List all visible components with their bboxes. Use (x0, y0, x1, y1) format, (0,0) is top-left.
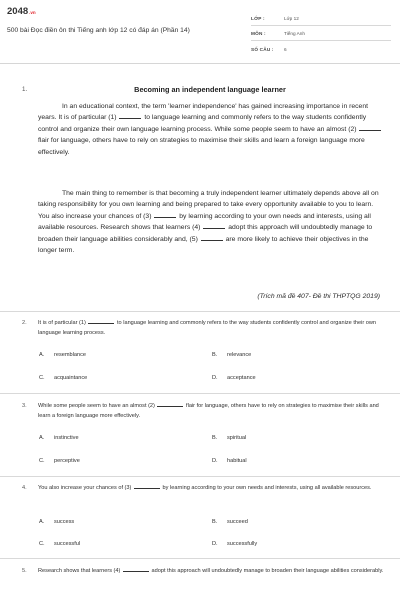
passage-text: to language learning and commonly refers to the way students confidently control and organize their own language learning process. While some people seem to have an almost (2) (38, 114, 367, 133)
option-text: perceptive (54, 458, 80, 464)
passage-text: The main thing to remember is that becoming a truly independent learner ultimately depends above all on taking responsibility for you own learning and being prepared to take every opportunity available to you to learn. You also increase your chances of (3) (38, 190, 379, 220)
question-text (38, 401, 388, 422)
question-number: 4. (22, 485, 27, 491)
option-letter: A. (39, 519, 45, 525)
question-number: 1. (22, 86, 28, 93)
question-text (38, 318, 388, 339)
option-letter: A. (39, 435, 45, 441)
option-a[interactable] (39, 435, 79, 441)
option-text: successful (54, 541, 81, 547)
question-text-part: by learning according to your own needs and interests, using all available resources. (162, 485, 372, 491)
meta-divider (251, 40, 391, 41)
answer-blank (154, 212, 176, 218)
meta-grade-value: Lớp 12 (284, 16, 299, 21)
logo-tld-text: .vn (29, 10, 36, 15)
answer-blank (119, 113, 141, 119)
option-letter: C. (39, 458, 45, 464)
passage-paragraph-2 (38, 188, 386, 256)
option-text: spiritual (227, 435, 247, 441)
option-a[interactable] (39, 352, 86, 358)
passage-text: flair for language, others have to rely on strategies to maximise their skills and learn a foreign language more effectively. (38, 137, 365, 156)
option-d[interactable] (212, 458, 247, 464)
section-divider (0, 476, 400, 477)
meta-question-count-value: 6 (284, 47, 287, 52)
option-a[interactable] (39, 519, 74, 525)
passage-text: adopt this approach will undoubtedly manage to broaden their language abilities considerably and, (5) (38, 224, 373, 243)
document-title: 500 bài Đọc điền ôn thi Tiếng anh lớp 12 có đáp án (Phần 14) (7, 27, 190, 34)
option-letter: D. (212, 375, 218, 381)
option-letter: C. (39, 541, 45, 547)
question-text-part: adopt this approach will undoubtedly manage to broaden their language abilities considerably. (151, 568, 384, 574)
meta-subject-value: Tiếng Anh (284, 31, 305, 36)
logo-main-text: 2048 (7, 6, 29, 17)
question-text-part: to language learning and commonly refers to the way students confidently control and organize their own language learning process. (38, 320, 377, 337)
question-text (38, 483, 388, 493)
option-text: relevance (227, 352, 252, 358)
answer-blank (203, 223, 225, 229)
option-text: successfully (227, 541, 258, 547)
option-text: habitual (227, 458, 247, 464)
option-text: resemblance (54, 352, 87, 358)
option-b[interactable] (212, 352, 251, 358)
meta-divider (251, 25, 391, 26)
option-text: success (54, 519, 75, 525)
option-letter: B. (212, 352, 218, 358)
meta-question-count-label: SỐ CÂU : (251, 47, 274, 52)
passage-source: (Trích mã đề 407- Đề thi THPTQG 2019) (257, 293, 380, 300)
option-letter: B. (212, 519, 218, 525)
answer-blank (201, 235, 223, 241)
passage-title: Becoming an independent language learner (134, 85, 286, 94)
option-letter: D. (212, 541, 218, 547)
option-b[interactable] (212, 435, 246, 441)
question-text-part: While some people seem to have an almost (2) (38, 403, 155, 409)
option-d[interactable] (212, 375, 256, 381)
option-text: instinctive (54, 435, 79, 441)
section-divider (0, 558, 400, 559)
option-text: succeed (227, 519, 248, 525)
option-c[interactable] (39, 458, 80, 464)
meta-grade-label: LỚP : (251, 16, 265, 21)
option-letter: B. (212, 435, 218, 441)
question-number: 3. (22, 403, 27, 409)
document-header (0, 0, 400, 64)
question-number: 2. (22, 320, 27, 326)
option-text: acquaintance (54, 375, 88, 381)
passage-text: are more likely to achieve their objectives in the longer term. (38, 235, 369, 255)
question-number: 5. (22, 568, 27, 574)
section-divider (0, 311, 400, 312)
passage-text: by learning according to your own needs and interests, using all available resources. Research shows that learners (4) (38, 212, 371, 232)
meta-subject-label: MÔN : (251, 31, 266, 36)
option-letter: C. (39, 375, 45, 381)
answer-blank (134, 483, 160, 489)
option-d[interactable] (212, 541, 257, 547)
question-text-part: You also increase your chances of (3) (38, 485, 132, 491)
option-c[interactable] (39, 375, 87, 381)
answer-blank (359, 125, 381, 131)
option-letter: A. (39, 352, 45, 358)
section-divider (0, 393, 400, 394)
site-logo[interactable] (7, 6, 36, 17)
option-text: acceptance (227, 375, 256, 381)
answer-blank (88, 318, 114, 324)
option-c[interactable] (39, 541, 80, 547)
answer-blank (123, 566, 149, 572)
passage-paragraph-1 (38, 101, 386, 158)
question-text-part: flair for language, others have to rely on strategies to maximise their skills and learn a foreign language more effectively. (38, 403, 379, 420)
question-text-part: It is of particular (1) (38, 320, 86, 326)
option-b[interactable] (212, 519, 248, 525)
question-text-part: Research shows that learners (4) (38, 568, 121, 574)
passage-text: In an educational context, the term 'learner independence' has gained increasing importance in recent years. It is of particular (1) (38, 103, 369, 122)
question-text (38, 566, 388, 576)
option-letter: D. (212, 458, 218, 464)
answer-blank (157, 401, 183, 407)
